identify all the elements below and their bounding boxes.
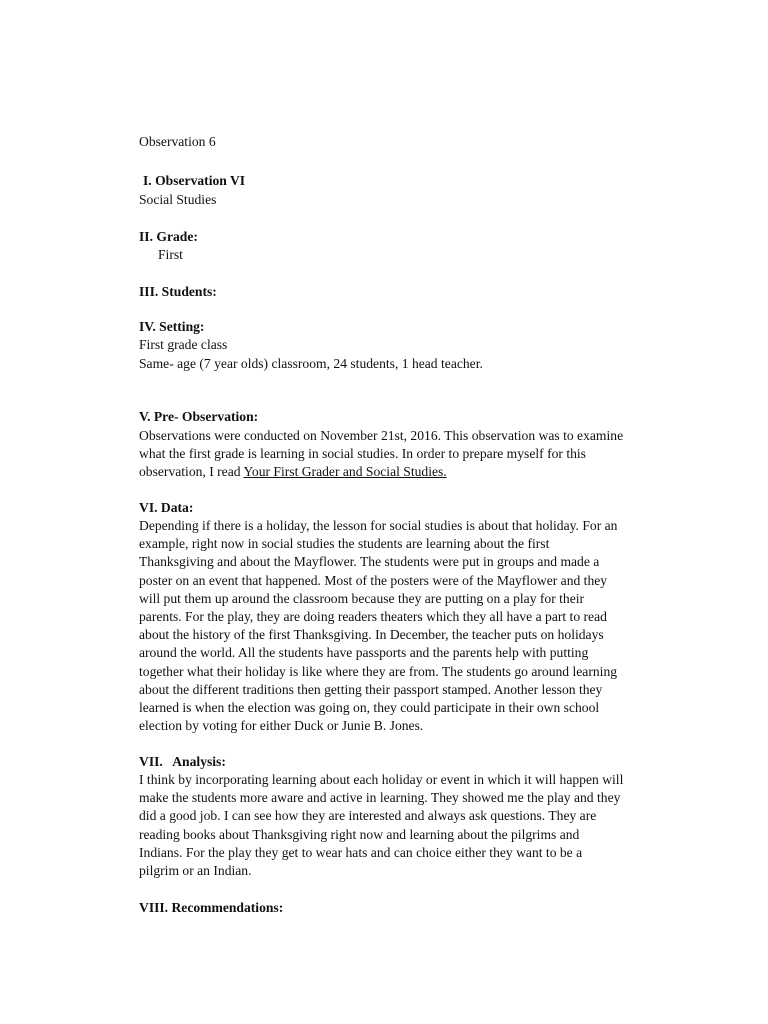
section-4-line-1: First grade class [139,337,228,352]
section-6-line-9: together what their holiday is like where they are from. The students go around learning [139,663,618,679]
section-2-text: First [158,247,183,262]
section-6-line-1: Depending if there is a holiday, the lesson for social studies is about that holiday. For an [139,518,618,533]
section-1-heading: I. Observation VI [143,173,246,188]
section-7-paragraph [139,771,659,880]
section-5-line-3 [139,463,659,481]
section-7-line-2: make the students more aware and active in learning. They showed me the play and they [139,790,621,806]
section-7-line-5: Indians. For the play they get to wear hats and can choice either they want to be a [139,844,583,860]
section-7-line-3: did a good job. I can see how they are interested and always ask questions. They are [139,808,597,824]
section-7-line-4: reading books about Thanksgiving right now and learning about the pilgrims and [139,826,580,842]
book-title: Your First Grader and Social Studies. [243,464,447,480]
section-4-heading: IV. Setting: [139,319,205,334]
section-1-text: Social Studies [139,192,217,207]
section-6-line-8: around the world. All the students have passports and the parents help with putting [139,645,589,661]
section-7-line-1: I think by incorporating learning about each holiday or event in which it will happen will [139,772,624,787]
document-title: Observation 6 [139,134,216,149]
section-5-line-1: Observations were conducted on November 21st, 2016. This observation was to examine [139,428,624,443]
section-6-line-12: election by voting for either Duck or Junie B. Jones. [139,718,424,734]
section-6-line-2: example, right now in social studies the students are learning about the first [139,536,550,552]
section-6-line-4: poster on an event that happened. Most of the posters were of the Mayflower and they [139,572,608,588]
section-6-paragraph [139,517,659,735]
section-4-line-2: Same- age (7 year olds) classroom, 24 students, 1 head teacher. [139,356,483,371]
section-8-heading: VIII. Recommendations: [139,900,284,915]
section-6-line-7: about the history of the first Thanksgiving. In December, the teacher puts on holidays [139,627,604,643]
section-6-line-10: about the different traditions then getting their passport stamped. Another lesson they [139,681,603,697]
section-6-line-3: Thanksgiving and about the Mayflower. The students were put in groups and made a [139,554,600,570]
section-5-paragraph [139,427,659,482]
section-6-line-11: learned is when the election was going on, they could participate in their own school [139,700,600,716]
section-6-heading: VI. Data: [139,500,194,515]
section-5-line-3-text: observation, I read [139,464,244,480]
section-7-line-6: pilgrim or an Indian. [139,863,252,879]
section-2-heading: II. Grade: [139,229,198,244]
section-7-heading: VII. Analysis: [139,754,226,769]
section-5-line-2: what the first grade is learning in social studies. In order to prepare myself for this [139,446,586,462]
section-5-heading: V. Pre- Observation: [139,409,259,424]
section-6-line-5: will put them up around the classroom because they are putting on a play for their [139,590,585,606]
section-3-heading: III. Students: [139,284,217,299]
section-6-line-6: parents. For the play, they are doing readers theaters which they all have a part to read [139,609,607,625]
